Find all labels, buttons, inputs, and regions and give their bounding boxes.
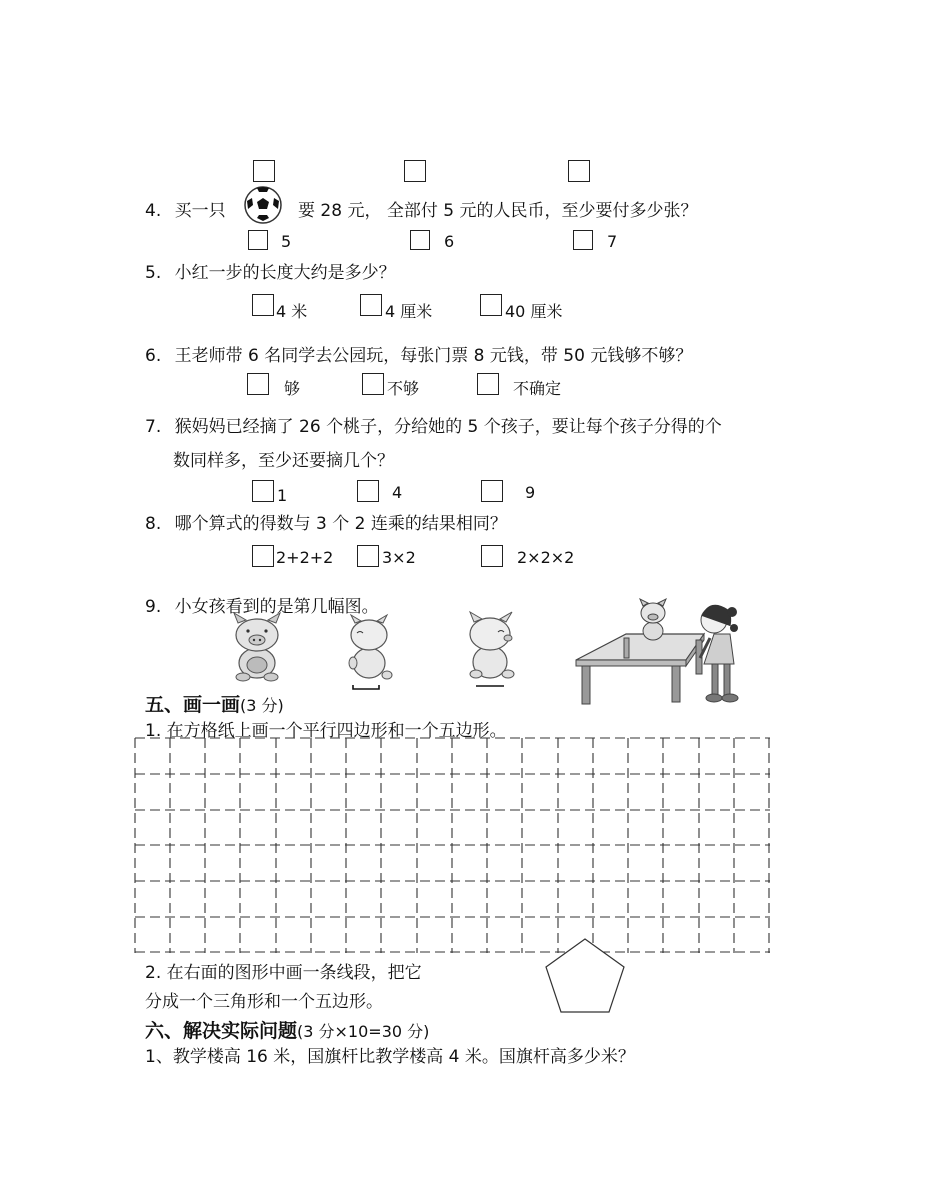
section5-title: 五、画一画 [145,694,241,716]
q7-option-3-box[interactable] [481,480,503,502]
q6-option-1: 够 [284,379,301,398]
q5-option-3-box[interactable] [480,294,502,316]
checkbox-top-3[interactable] [568,160,590,182]
q5-question [145,258,396,283]
q4-option-2-box[interactable] [410,230,430,250]
q4-option-3: 7 [607,232,618,251]
q5-option-1: 4 米 [276,302,308,321]
q6-question [145,341,692,366]
q4-option-1-box[interactable] [248,230,268,250]
pentagon-figure[interactable] [544,938,626,1014]
q5-option-2: 4 厘米 [385,302,433,321]
q4-option-2: 6 [444,232,455,251]
q4-text-b: 要 28 元， 全部付 5 元的人民币，至少要付多少张？ [298,201,698,221]
q7-option-1: 1 [277,486,288,505]
section5-heading [145,690,284,717]
q7-question-line1 [145,412,722,437]
q5-text: 小红一步的长度大约是多少？ [174,263,396,283]
section5-item1: 1. 在方格纸上画一个平行四边形和一个五边形。 [145,721,507,741]
q6-option-2-box[interactable] [362,373,384,395]
q6-text: 王老师带 6 名同学去公园玩，每张门票 8 元钱，带 50 元钱够不够？ [174,346,693,366]
grid-paper[interactable] [135,738,770,953]
q6-option-3: 不确定 [513,379,562,398]
q8-option-2: 3×2 [382,548,416,567]
q5-option-1-box[interactable] [252,294,274,316]
q7-number: 7. [145,417,162,437]
q7-option-3: 9 [525,483,536,502]
section6-heading [145,1016,429,1043]
q8-option-1: 2+2+2 [276,548,334,567]
q7-option-1-box[interactable] [252,480,274,502]
q6-number: 6. [145,346,162,366]
q5-option-3: 40 厘米 [505,302,563,321]
q9-text: 小女孩看到的是第几幅图。 [174,597,379,617]
soccer-ball-icon [243,185,283,225]
section5-item2-line2: 分成一个三角形和一个五边形。 [145,992,383,1012]
section6-score: (3 分×10=30 分) [297,1022,430,1041]
q8-text: 哪个算式的得数与 3 个 2 连乘的结果相同？ [174,514,507,534]
q8-option-3: 2×2×2 [517,548,575,567]
q9-number: 9. [145,597,162,617]
q4-option-3-box[interactable] [573,230,593,250]
pig-side-left-figure [343,613,395,689]
q8-question [145,509,507,534]
section6-item1: 1、教学楼高 16 米，国旗杆比教学楼高 4 米。国旗杆高多少米？ [145,1047,635,1067]
pig-side-right-figure [460,610,520,688]
q4-option-1: 5 [281,232,292,251]
q4-text-a: 买一只 [174,201,226,221]
q7-text-line1: 猴妈妈已经摘了 26 个桃子，分给她的 5 个孩子，要让每个孩子分得的个 [174,417,722,437]
q5-number: 5. [145,263,162,283]
q6-option-1-box[interactable] [247,373,269,395]
q4-number: 4. [145,201,162,221]
table-girl-scene [574,598,750,706]
section5-item2-line1: 2. 在右面的图形中画一条线段，把它 [145,963,422,983]
q6-option-2: 不够 [387,379,420,398]
q7-text-line2: 数同样多，至少还要摘几个？ [173,451,394,471]
section5-score: (3 分) [240,696,284,715]
q8-option-3-box[interactable] [481,545,503,567]
q8-number: 8. [145,514,162,534]
q7-option-2-box[interactable] [357,480,379,502]
checkbox-top-2[interactable] [404,160,426,182]
section6-title: 六、解决实际问题 [145,1020,298,1042]
q7-option-2: 4 [392,483,403,502]
q4-question [145,196,226,221]
q8-option-1-box[interactable] [252,545,274,567]
q5-option-2-box[interactable] [360,294,382,316]
q8-option-2-box[interactable] [357,545,379,567]
q6-option-3-box[interactable] [477,373,499,395]
pig-front-figure [228,613,286,683]
checkbox-top-1[interactable] [253,160,275,182]
